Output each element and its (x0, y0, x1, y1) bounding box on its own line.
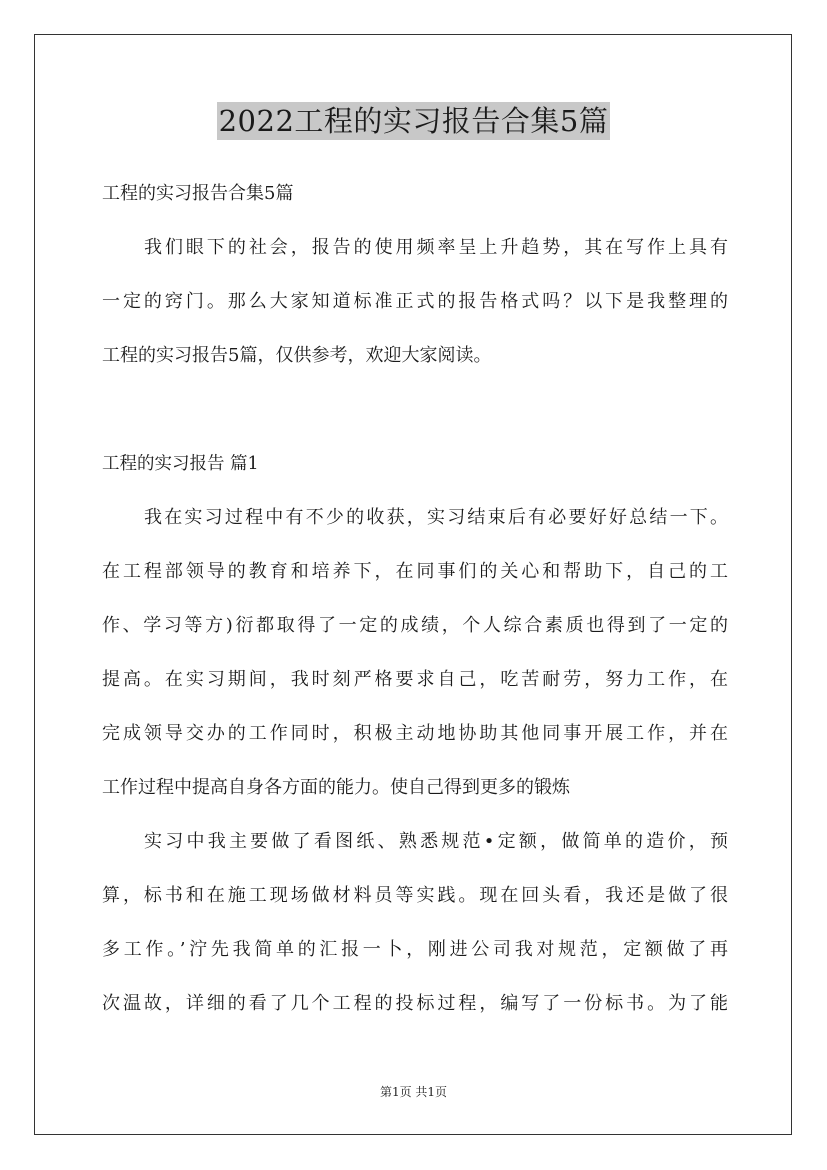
paragraph-line: 算，标书和在施工现场做材料员等实践。现在回头看，我还是做了很 (102, 885, 728, 906)
document-subtitle: 工程的实习报告合集5篇 (102, 183, 294, 204)
title-container (0, 102, 827, 140)
paragraph-line: 多工作。’泞先我简单的汇报一卜，刚进公司我对规范，定额做了再 (102, 939, 728, 960)
paragraph-line: 完成领导交办的工作同时，积极主动地协助其他同事开展工作，并在 (102, 723, 728, 744)
intro-line: 一定的窍门。那么大家知道标准正式的报告格式吗？以下是我整理的 (102, 291, 728, 312)
paragraph-line: 我在实习过程中有不少的收获，实习结束后有必要好好总结一下。 (144, 507, 728, 528)
paragraph-line: 提高。在实习期间，我时刻严格要求自己，吃苦耐劳，努力工作，在 (102, 669, 728, 690)
page-footer: 第1页 共1页 (379, 1085, 448, 1099)
intro-line: 我们眼下的社会，报告的使用频率呈上升趋势，其在写作上具有 (144, 237, 728, 258)
document-title: 2022工程的实习报告合集5篇 (218, 104, 609, 138)
paragraph-line: 在工程部领导的教育和培养下，在同事们的关心和帮助下，自己的工 (102, 561, 728, 582)
paragraph-line: 工作过程中提高自身各方面的能力。使自己得到更多的锻炼 (102, 777, 570, 798)
paragraph-line: 作、学习等方)衍都取得了一定的成绩，个人综合素质也得到了一定的 (102, 615, 728, 636)
paragraph-line: 实习中我主要做了看图纸、熟悉规范•定额，做简单的造价，预 (144, 831, 728, 852)
intro-line: 工程的实习报告5篇，仅供参考，欢迎大家阅读。 (102, 345, 492, 366)
section-heading: 工程的实习报告 篇1 (102, 454, 259, 474)
paragraph-line: 次温故，详细的看了几个工程的投标过程，编写了一份标书。为了能 (102, 993, 728, 1014)
